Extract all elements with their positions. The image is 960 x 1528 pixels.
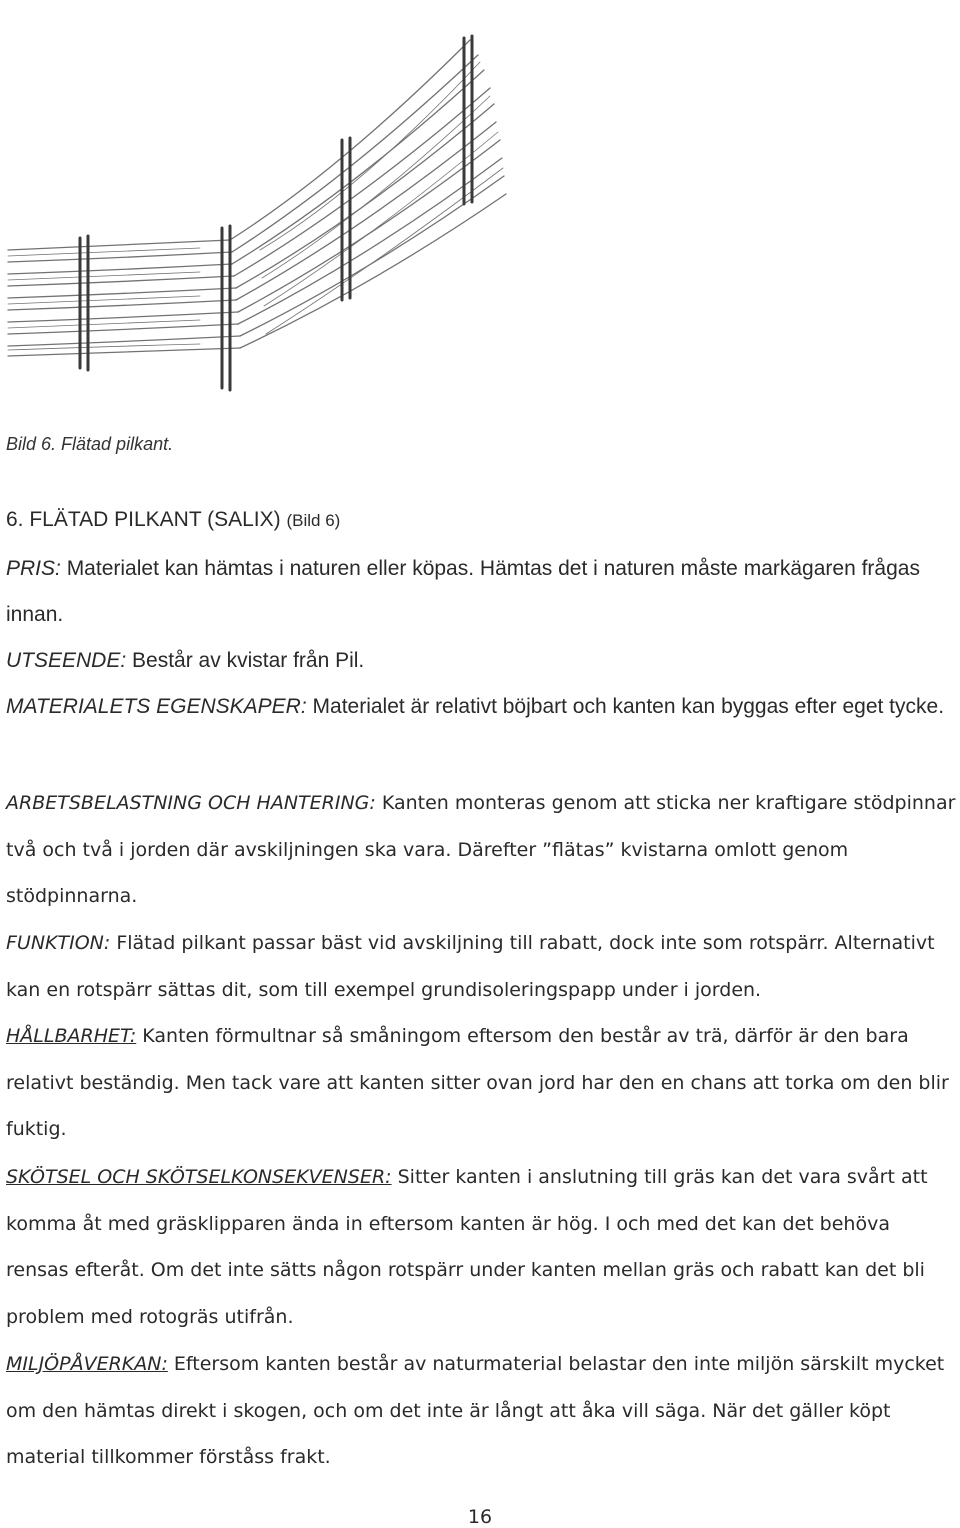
woven-willow-edge-sketch xyxy=(0,0,560,410)
paragraph-skotsel xyxy=(6,1154,956,1340)
text-funktion: Flätad pilkant passar bäst vid avskiljning till rabatt, dock inte som rotspärr. Alternativt kan en rotspärr sättas dit, som till exempel grundisoleringspapp under i jorden. xyxy=(6,932,935,1001)
label-egenskaper: MATERIALETS EGENSKAPER: xyxy=(6,695,307,718)
paragraph-miljopaverkan xyxy=(6,1341,956,1481)
paragraph-egenskaper xyxy=(6,684,956,730)
text-pris: Materialet kan hämtas i naturen eller köpas. Hämtas det i naturen måste markägaren frågas innan. xyxy=(6,557,920,626)
paragraph-arbetsbelastning xyxy=(6,780,956,920)
page-number: 16 xyxy=(467,1506,493,1528)
paragraph-funktion xyxy=(6,920,956,1013)
label-pris: PRIS: xyxy=(6,557,61,580)
section-heading xyxy=(6,508,340,532)
paragraph-utseende xyxy=(6,638,956,684)
figure-reference: (Bild 6) xyxy=(286,511,341,530)
woven-rods-left xyxy=(8,240,240,356)
label-hallbarhet: HÅLLBARHET: xyxy=(6,1025,137,1047)
label-utseende: UTSEENDE: xyxy=(6,649,127,672)
label-skotsel: SKÖTSEL OCH SKÖTSELKONSEKVENSER: xyxy=(6,1166,392,1188)
label-arbetsbelastning: ARBETSBELASTNING OCH HANTERING: xyxy=(6,792,376,814)
label-miljopaverkan: MILJÖPÅVERKAN: xyxy=(6,1353,168,1375)
text-arbetsbelastning: Kanten monteras genom att sticka ner kraftigare stödpinnar två och två i jorden där avskiljningen ska vara. Därefter ”flätas” kvistarna omlott genom stödpinnarna. xyxy=(6,792,956,907)
label-funktion: FUNKTION: xyxy=(6,932,111,954)
paragraph-hallbarhet xyxy=(6,1013,956,1153)
text-hallbarhet: Kanten förmultnar så småningom eftersom den består av trä, därför är den bara relativt beständig. Men tack vare att kanten sitter ovan jord har den en chans att torka om den blir fuktig. xyxy=(6,1025,949,1140)
section-title: 6. FLÄTAD PILKANT (SALIX) xyxy=(6,508,281,531)
paragraph-pris xyxy=(6,546,956,638)
support-stakes xyxy=(80,36,472,390)
text-egenskaper: Materialet är relativt böjbart och kanten kan byggas efter eget tycke. xyxy=(306,695,945,718)
text-skotsel: Sitter kanten i anslutning till gräs kan det vara svårt att komma åt med gräsklipparen ända in eftersom kanten är hög. I och med det kan det behöva rensas efteråt. Om det inte sätts någon rotspärr under kanten mellan gräs och rabatt kan det bli problem med rotogräs utifrån. xyxy=(6,1166,928,1328)
text-utseende: Består av kvistar från Pil. xyxy=(126,649,365,672)
figure-caption: Bild 6. Flätad pilkant. xyxy=(6,434,174,454)
text-miljopaverkan: Eftersom kanten består av naturmaterial belastar den inte miljön särskilt mycket om den hämtas direkt i skogen, och om det inte är långt att åka vill säga. När det gäller köpt material tillkommer förståss frakt. xyxy=(6,1353,945,1468)
